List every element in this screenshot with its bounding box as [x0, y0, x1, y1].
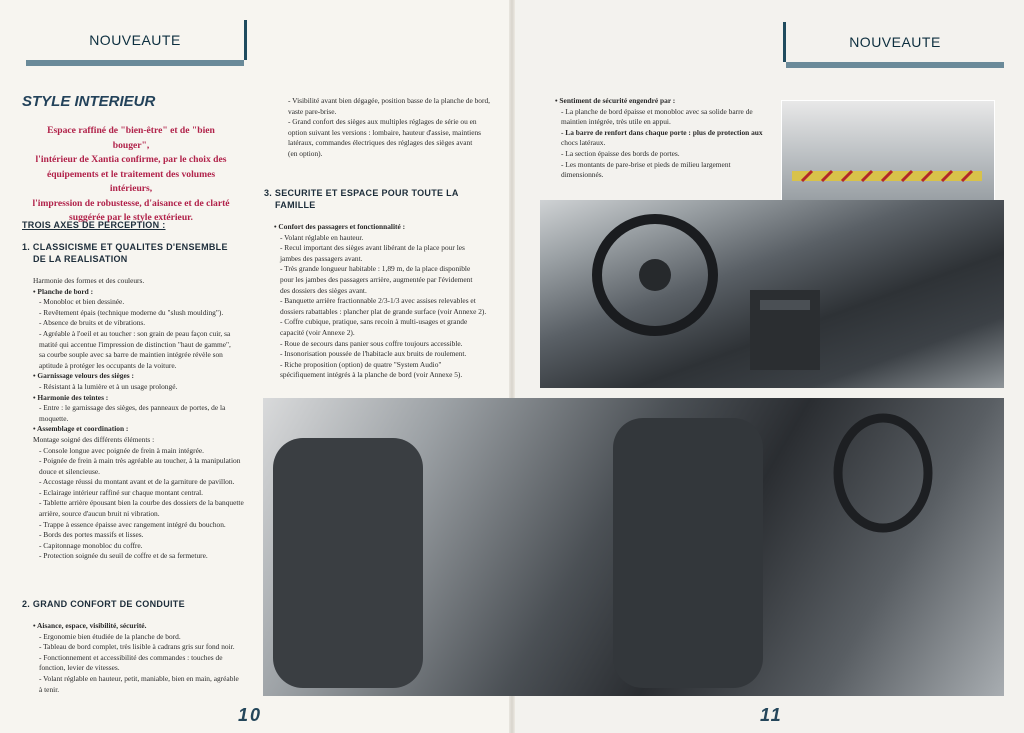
text-line: • Sentiment de sécurité engendré par : — [555, 96, 676, 105]
intro-line: l'impression de robustesse, d'aisance et de clarté — [32, 197, 230, 209]
intro-paragraph — [28, 124, 234, 226]
text-line: - La barre de renfort dans chaque porte : plus de protection aux — [561, 127, 763, 137]
text-line: - La section épaisse des bords de portes. — [561, 148, 680, 158]
rear-seat-shape — [273, 438, 423, 688]
text-line: douce et silencieuse. — [39, 466, 100, 476]
door-reinforcement-illustration — [782, 101, 994, 213]
text-line: - Banquette arrière fractionnable 2/3-1/3 avec assises relevables et — [280, 296, 476, 306]
text-line: - Agréable à l'oeil et au toucher : son grain de peau façon cuir, sa — [39, 328, 231, 338]
steering-wheel-rear-view-shape — [838, 418, 928, 528]
section-1-title-line: DE LA REALISATION — [33, 254, 128, 264]
text-line: - Trappe à essence épaisse avec rangement intégré du bouchon. — [39, 519, 226, 529]
text-line: - Visibilité avant bien dégagée, position basse de la planche de bord, — [288, 96, 490, 105]
text-line: - Volant réglable en hauteur. — [280, 232, 364, 242]
text-line: - Très grande longueur habitable : 1,89 m, de la place disponible — [280, 264, 471, 274]
cabin-seats-photo — [263, 398, 1004, 696]
text-line: sa courbe souple avec sa barre de maintien intégrée révèle son — [39, 350, 223, 360]
intro-line: équipements et le traitement des volumes intérieurs, — [46, 168, 216, 194]
right-banner-bar — [786, 62, 1004, 68]
text-line: latéraux, commandes électriques des réglages des sièges avant — [288, 138, 473, 148]
text-line: - Entre : le garnissage des sièges, des panneaux de portes, de la — [39, 403, 226, 413]
text-line: - Volant réglable en hauteur, petit, maniable, bien en main, agréable — [39, 673, 239, 683]
section-3-body — [274, 222, 486, 381]
text-line: - Monobloc et bien dessinée. — [39, 297, 125, 307]
page-title: STYLE INTERIEUR — [22, 93, 156, 110]
text-line: - Roue de secours dans panier sous coffre toujours accessible. — [280, 338, 463, 348]
text-line: - Protection soignée du seuil de coffre et de sa fermeture. — [39, 551, 208, 561]
text-line: fonction, levier de vitesses. — [39, 663, 120, 673]
text-line: - Tablette arrière épousant bien la courbe des dossiers de la banquette — [39, 498, 244, 508]
text-line: jambes des passagers avant. — [280, 253, 363, 263]
text-line: (en option). — [288, 148, 323, 158]
text-line: spécifiquement intégrés à la planche de bord (voir Annexe 5). — [280, 370, 463, 380]
section-3-title — [264, 187, 459, 211]
text-line: • Aisance, espace, visibilité, sécurité. — [33, 621, 147, 630]
text-line: - Tableau de bord complet, très lisible à cadrans gris sur fond noir. — [39, 642, 235, 652]
dashboard-illustration — [540, 200, 1004, 388]
text-line: - Capitonnage monobloc du coffre. — [39, 540, 143, 550]
text-line: vaste pare-brise. — [288, 106, 337, 116]
text-line: dimensionnés. — [561, 170, 604, 180]
section-3-title-line: 3. SECURITE ET ESPACE POUR TOUTE LA — [264, 188, 459, 198]
text-line: - Recul important des sièges avant libérant de la place pour les — [280, 243, 465, 253]
text-line: pour les jambes des passagers arrière, augmentée par l'évidement — [280, 274, 473, 284]
text-line: - La planche de bord épaisse et monobloc avec sa solide barre de — [561, 106, 753, 116]
section-3-title-line: FAMILLE — [275, 200, 316, 210]
section-1-body — [33, 276, 244, 562]
front-seat-shape — [613, 418, 763, 688]
text-line: capacité (voir Annexe 2). — [280, 327, 355, 337]
text-line: option suivant les versions : lombaire, hauteur d'assise, maintiens — [288, 127, 482, 137]
text-line: - Résistant à la lumière et à un usage prolongé. — [39, 381, 178, 391]
left-banner — [26, 20, 247, 60]
text-line: chocs latéraux. — [561, 138, 606, 148]
text-line: - Fonctionnement et accessibilité des commandes : touches de — [39, 652, 223, 662]
text-line: • Garnissage velours des sièges : — [33, 371, 134, 381]
text-line: - Riche proposition (option) de quatre "System Audio" — [280, 359, 442, 369]
text-line: Harmonie des formes et des couleurs. — [33, 276, 145, 285]
text-line: - Grand confort des sièges aux multiples réglages de série ou en — [288, 117, 477, 127]
text-line: - Poignée de frein à main très agréable au toucher, à la manipulation — [39, 456, 241, 466]
door-reinforcement-photo — [781, 100, 995, 214]
text-line: moquette. — [39, 413, 69, 423]
text-line: - Console longue avec poignée de frein à main intégrée. — [39, 445, 204, 455]
section-2-title: 2. GRAND CONFORT DE CONDUITE — [22, 599, 185, 609]
page-number-right: 11 — [760, 705, 783, 725]
text-line: maintien intégrée, très utile en appui. — [561, 117, 671, 127]
text-line: dossiers rabattables : plancher plat de grande surface (voir Annexe 2). — [280, 306, 487, 316]
right-banner — [783, 22, 1004, 62]
cabin-seats-illustration — [263, 398, 1004, 696]
text-line: - Bords des portes massifs et lisses. — [39, 530, 144, 540]
text-line: arrière, source d'aucun bruit ni vibration. — [39, 509, 160, 519]
section-1-title-line: 1. CLASSICISME ET QUALITES D'ENSEMBLE — [22, 242, 228, 252]
column-2-body — [282, 96, 490, 160]
text-line: • Harmonie des teintes : — [33, 392, 109, 402]
text-line: matité qui accentue l'impression de distinction "haut de gamme", — [39, 339, 231, 349]
text-line: - Ergonomie bien étudiée de la planche de bord. — [39, 631, 181, 641]
text-line: - Revêtement épais (technique moderne du "slush moulding"). — [39, 307, 224, 317]
axes-heading: TROIS AXES DE PERCEPTION : — [22, 220, 166, 230]
right-banner-label: NOUVEAUTE — [849, 34, 941, 50]
dashboard-photo — [540, 200, 1004, 388]
text-line: - Coffre cubique, pratique, sans recoin à multi-usages et grande — [280, 317, 468, 327]
text-line: - Insonorisation poussée de l'habitacle aux bruits de roulement. — [280, 349, 467, 359]
text-line: • Assemblage et coordination : — [33, 424, 129, 434]
section-1-title — [22, 241, 228, 265]
text-line: des dossiers des sièges avant. — [280, 285, 367, 295]
text-line: à tenir. — [39, 684, 60, 694]
page-number-left: 10 — [238, 705, 263, 725]
intro-line: Espace raffiné de "bien-être" et de "bien bouger", — [47, 125, 215, 151]
left-banner-bar — [26, 60, 244, 66]
text-line: aptitude à protéger les occupants de la voiture. — [39, 360, 177, 370]
text-line: - Les montants de pare-brise et pieds de milieu largement — [561, 159, 731, 169]
text-line: • Planche de bord : — [33, 286, 94, 296]
section-2-body — [33, 621, 239, 695]
intro-line: l'intérieur de Xantia confirme, par le choix des — [35, 154, 227, 165]
radio-shape — [760, 300, 810, 310]
text-line: - Absence de bruits et de vibrations. — [39, 318, 146, 328]
left-banner-label: NOUVEAUTE — [89, 32, 181, 48]
text-line: - Eclairage intérieur raffiné sur chaque montant central. — [39, 487, 204, 497]
right-column-body — [555, 96, 763, 181]
text-line: Montage soigné des différents éléments : — [33, 434, 155, 444]
intro-line: suggérée par le style extérieur. — [69, 212, 193, 223]
text-line: - Accostage réussi du montant avant et de la garniture de pavillon. — [39, 477, 235, 487]
steering-hub-shape — [639, 259, 671, 291]
text-line: • Confort des passagers et fonctionnalité : — [274, 222, 406, 231]
